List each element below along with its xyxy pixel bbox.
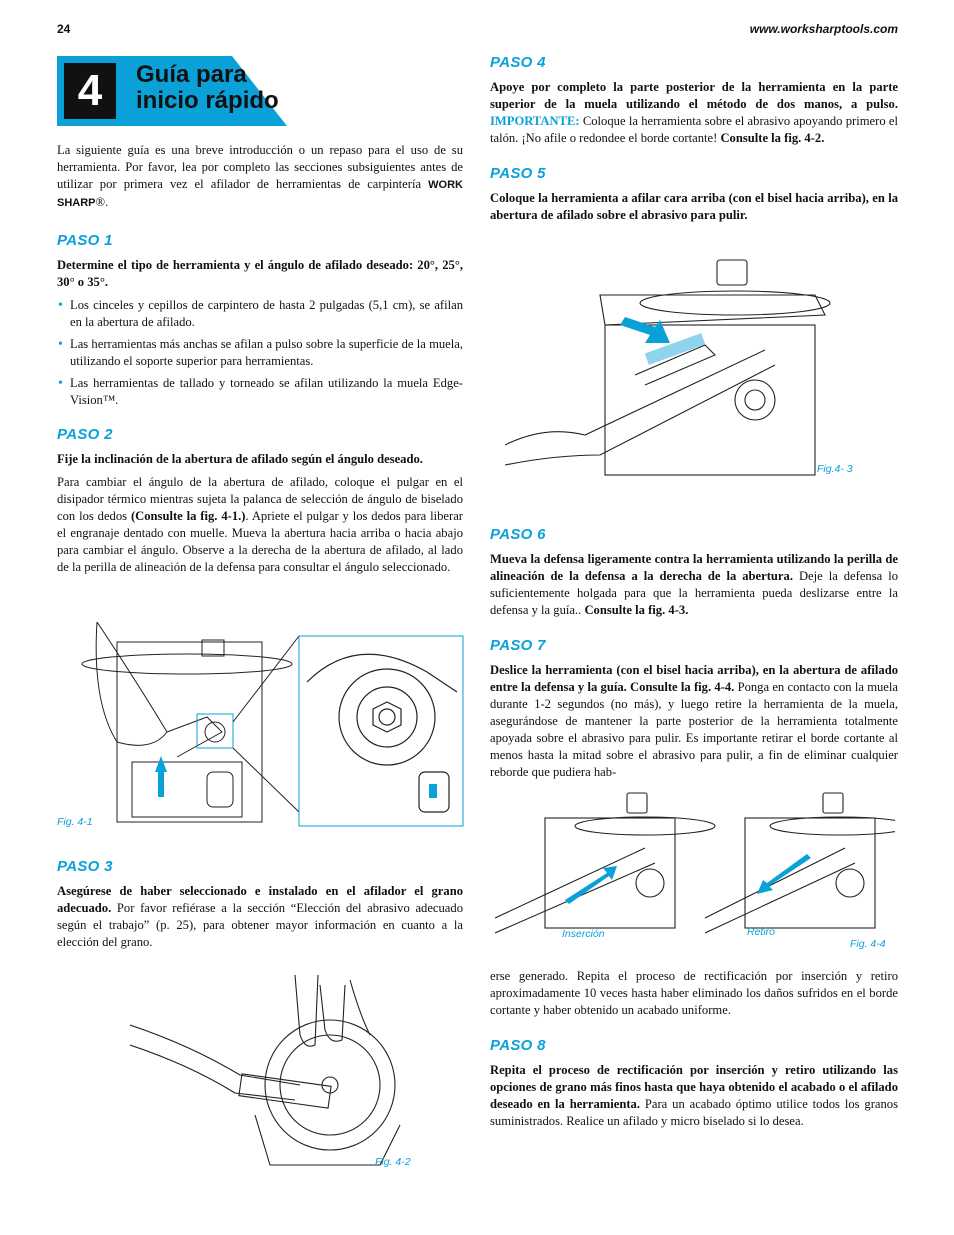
page-number: 24 [57, 22, 71, 36]
paso3-heading: PASO 3 [57, 858, 113, 875]
paso7-bold: Deslice la herramienta (con el bisel hacia arriba), en la abertura de afilado entre la defensa y la guía. Consulte la fig. 4-4. [490, 663, 898, 694]
paso3-bold: Asegúrese de haber seleccionado e instalado en el afilador el grano adecuado. [57, 884, 463, 915]
fig44-label-insert: Inserción [562, 928, 605, 940]
paso4-bold: Apoye por completo la parte posterior de la herramienta en la parte superior de la muela utilizando el método de dos manos, a pulso. [490, 80, 898, 111]
paso2-heading: PASO 2 [57, 426, 113, 443]
paso3-text: Por favor refiérase a la sección “Elección del abrasivo adecuado según el trabajo” (p. 25), para obtener mayor información en cuanto a la elección del grano. [57, 901, 463, 949]
paso8-paragraph [490, 1062, 898, 1130]
paso6-bold: Mueva la defensa ligeramente contra la herramienta utilizando la perilla de alineación de la defensa a la derecha de la abertura. [490, 552, 898, 583]
paso1-bullet: • Las herramientas más anchas se afilan a pulso sobre la superficie de la muela, utilizando el soporte superior para herramientas. [57, 336, 463, 370]
fig43-caption: Fig.4- 3 [817, 463, 853, 475]
paso2-ref: (Consulte la fig. 4-1.) [130, 509, 246, 523]
section-title [136, 62, 279, 114]
fig41-caption: Fig. 4-1 [57, 816, 93, 828]
section-title-line2: inicio rápido [136, 87, 279, 114]
paso1-bullet: • Las herramientas de tallado y torneado se afilan utilizando la muela Edge-Vision™. [57, 375, 463, 409]
website-url[interactable]: www.worksharptools.com [749, 22, 898, 36]
paso1-bullets [57, 297, 463, 409]
paso2-paragraph [57, 474, 463, 576]
figure-4-1 [57, 622, 465, 828]
paso2-text1: Para cambiar el ángulo de la abertura de afilado, coloque el pulgar en el disipador térmico mientras sujeta la palanca de selección de ángulo de biselado con los dedos [57, 475, 463, 523]
paso7-heading: PASO 7 [490, 637, 546, 654]
paso3-block [57, 858, 463, 957]
paso2-text2: . Apriete el pulgar y los dedos para liberar el engranaje dentado con muelle. Mueva la abertura hacia arriba o hacia abajo para cambiar el ángulo. Observe a la derecha de la abertura de afilado, al lado de la perilla de alineación de la defensa para consultar el ángulo seleccionado. [57, 509, 464, 574]
left-column [57, 142, 463, 582]
paso7-text: Ponga en contacto con la muela durante 1-2 segundos (no más), y luego retire la herramienta de la muela, asegurándose de mantener la parte posterior de la herramienta totalmente apoyada sobre el abrasivo para pulir. Es importante retirar el borde cortante al menos hasta la mitad sobre el abrasivo para pulir, a fin de eliminar cualquier reborde que pudiera hab- [490, 680, 898, 779]
paso6-heading: PASO 6 [490, 526, 546, 543]
paso6-block [490, 526, 898, 787]
figure-4-2 [130, 975, 430, 1175]
paso5-bold: Coloque la herramienta a afilar cara arriba (con el bisel hacia arriba), en la abertura de afilado sobre el abrasivo para pulir. [490, 191, 898, 222]
paso7-paragraph [490, 662, 898, 781]
intro-suffix: ®. [95, 195, 109, 209]
paso4-ref: Consulte la fig. 4-2. [720, 131, 825, 145]
paso4-text: Coloque la herramienta sobre el abrasivo apoyando primero el talón. ¡No afile o redondee el borde cortante! [490, 114, 898, 145]
intro-text: La siguiente guía es una breve introducción o un repaso para el uso de su herramienta. Por favor, lea por completo las secciones subsiguientes antes de utilizar por primera vez el afilador de herramientas de carpintería [57, 143, 463, 191]
insert-retract-illustration [495, 788, 895, 953]
brand-name: WORK SHARP [57, 179, 463, 209]
paso8-text: Para un acabado óptimo utilice todos los granos suministrados. Realice un afilado y micro biselado si lo desea. [490, 1097, 898, 1128]
paso4-paragraph [490, 79, 898, 147]
paso3-paragraph [57, 883, 463, 951]
paso6-paragraph [490, 551, 898, 619]
paso7-continuation: erse generado. Repita el proceso de rectificación por inserción y retiro aproximadamente 10 veces hasta haber eliminado los daños sufridos en el borde cortante y haber obtenido un acabado uniforme. [490, 969, 898, 1017]
paso4-heading: PASO 4 [490, 54, 546, 71]
paso5-heading: PASO 5 [490, 165, 546, 182]
freehand-sharpening-illustration [130, 975, 430, 1175]
figure-4-4 [495, 788, 895, 953]
paso1-heading: PASO 1 [57, 232, 113, 249]
sharpener-angle-illustration [57, 622, 465, 828]
paso4-important-label: IMPORTANTE: [490, 114, 580, 128]
paso6-text: Deje la defensa lo suficientemente holgada para que la herramienta pueda deslizarse entre la defensa y la guía.. [490, 569, 898, 617]
paso8-block [490, 968, 898, 1136]
fig42-caption: Fig. 4-2 [375, 1156, 411, 1168]
tool-in-port-illustration [505, 255, 855, 480]
paso6-ref: Consulte la fig. 4-3. [584, 603, 689, 617]
paso1-bold: Determine el tipo de herramienta y el ángulo de afilado deseado: 20°, 25°, 30° o 35°. [57, 258, 463, 289]
paso2-bold: Fije la inclinación de la abertura de afilado según el ángulo deseado. [57, 452, 423, 466]
paso8-heading: PASO 8 [490, 1037, 546, 1054]
section-title-line1: Guía para [136, 61, 247, 88]
figure-4-3 [505, 255, 855, 480]
fig44-caption: Fig. 4-4 [850, 938, 886, 950]
paso8-bold: Repita el proceso de rectificación por inserción y retiro utilizando las opciones de grano más finos hasta que haya obtenido el acabado o el afilado deseado en la herramienta. [490, 1063, 898, 1111]
section-number-badge: 4 [64, 63, 116, 119]
paso1-bullet: • Los cinceles y cepillos de carpintero de hasta 2 pulgadas (5,1 cm), se afilan en la abertura de afilado. [57, 297, 463, 331]
paso4-block [490, 54, 898, 230]
fig44-label-retract: Retiro [747, 926, 776, 938]
intro-paragraph [57, 142, 463, 212]
